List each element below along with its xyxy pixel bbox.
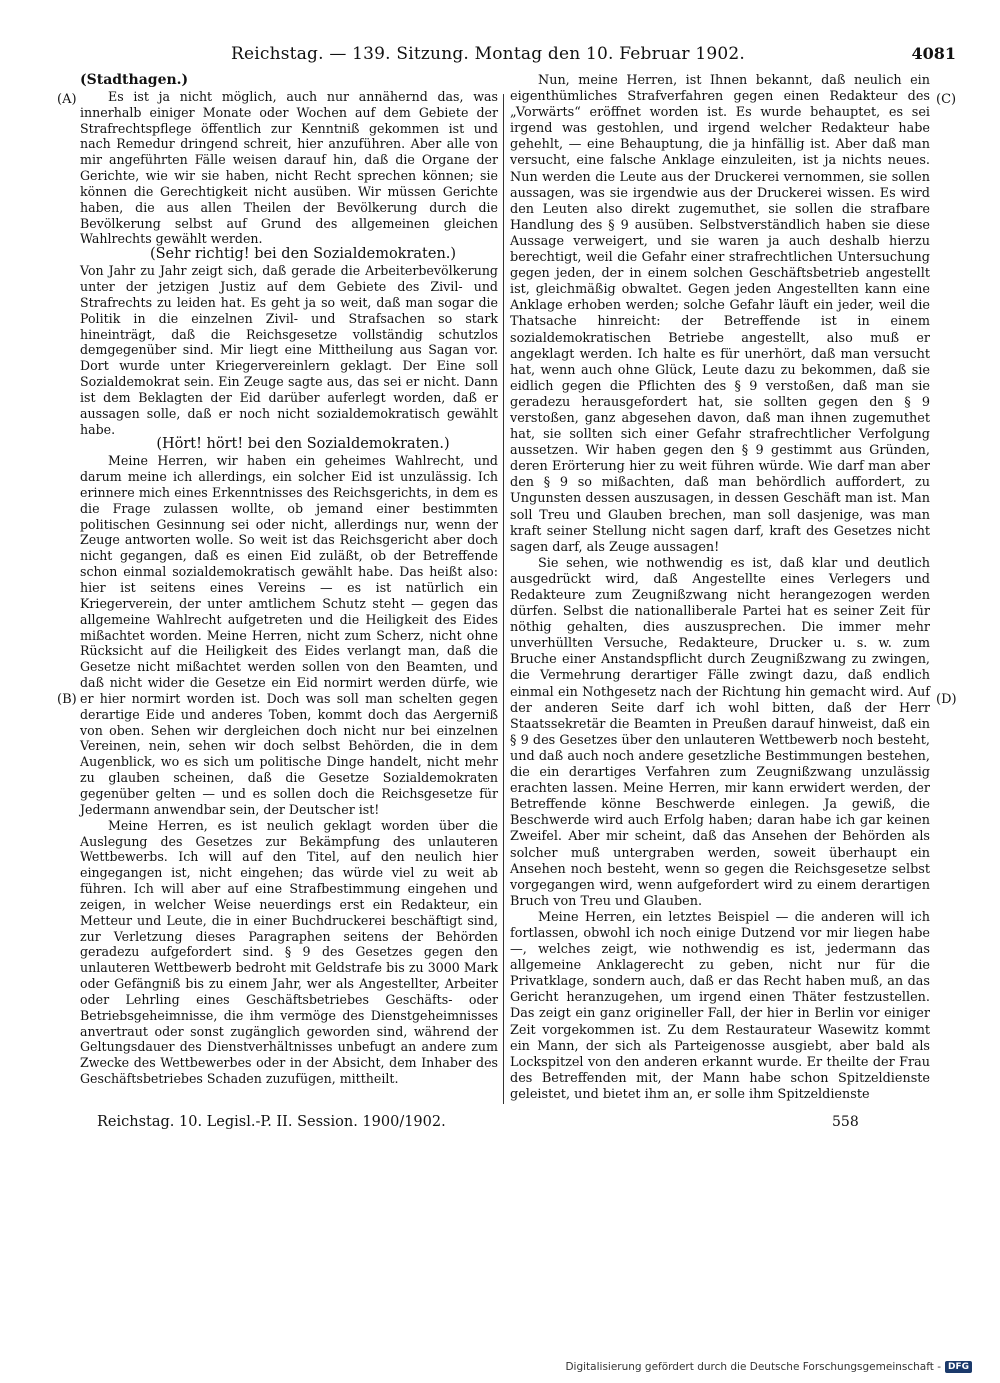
paragraph: Meine Herren, es ist neulich geklagt worden über die Auslegung des Gesetzes zur Bekämpfung des unlauteren Wettbewerbs. Ich will auf den Titel, auf den neulich hier eingegangen ist, nicht eingehen; das würde viel zu weit ab führen. Ich will aber auf eine Strafbestimmung eingehen und zeigen, in welcher Weise neuerdings erst ein Redakteur, ein Metteur und Leute, die in einer Buchdruckerei beschäftigt sind, zur Verletzung dieses Paragraphen seitens der Behörden geradezu aufgefordert sind. § 9 des Gesetzes gegen den unlauteren Wettbewerb bedroht mit Geldstrafe bis zu 3000 Mark oder Gefängniß bis zu einem Jahr, wer als Angestellter, Arbeiter oder Lehrling eines Geschäftsbetriebes Geschäfts- oder Betriebsgeheimnisse, die ihm vermöge des Dienstgeheimnisses anvertraut oder sonst zugänglich geworden sind, während der Geltungsdauer des Dienstverhältnisses unbefugt an andere zum Zwecke des Wettbewerbes oder in der Absicht, dem Inhaber des Geschäftsbetriebes Schaden zuzufügen, mittheilt. — [80, 817, 498, 1087]
paragraph: Nun, meine Herren, ist Ihnen bekannt, daß neulich ein eigenthümliches Strafverfahren gegen einen Redakteur des „Vorwärts“ eröffnet worden ist. Es wurde behauptet, es sei irgend was gestohlen, und irgend welcher Redakteur habe gehehlt, — eine Behauptung, die ja hinfällig ist. Aber daß man versucht, eine falsche Anklage einzuleiten, ist ja nichts neues. Nun werden die Leute aus der Druckerei vernommen, sie sollen aussagen, was sie irgendwie aus der Druckerei wissen. Es wird den Leuten also direkt zugemuthet, sie sollen die strafbare Handlung des § 9 ausüben. Selbstverständlich haben sie diese Aussage verweigert, und sie waren ja auch deshalb hierzu berechtigt, weil die Gefahr einer strafrechtlichen Untersuchung gegen jeden, der in einem solchen Geschäftsbetrieb angestellt ist, gleichmäßig obwaltet. Gegen jeden Angestellten kann eine Anklage erhoben werden; solche Gefahr läuft ein jeder, weil die Thatsache hinreicht: der Betreffende ist in einem sozialdemokratischen Betriebe angestellt, also muß er angeklagt werden. Ich halte es für unerhört, daß man versucht hat, wenn auch ohne Glück, Leute dazu zu bekommen, daß sie eidlich gegen die Pflichten des § 9 verstoßen, daß man sie geradezu herausgefordert hat, sie sollten gegen den § 9 verstoßen, ganz abgesehen davon, daß man ihnen zugemuthet hat, sie sollten sich einer Gefahr strafrechtlicher Verfolgung aussetzen. Wir haben gegen den § 9 gestimmt aus Gründen, deren Erörterung hier zu weit führen würde. Wie darf man aber den § 9 so mißachten, daß man behördlich auffordert, zu Ungunsten dessen auszusagen, in dessen Geschäft man ist. Man soll Treu und Glauben brechen, man soll dasjenige, was man kraft seiner Stellung nicht sagen darf, kraft des Gesetzes nicht sagen darf, als Zeuge aussagen! — [510, 73, 930, 555]
margin-mark-c: (C) — [936, 92, 957, 107]
footer-sheet-number: 558 — [832, 1114, 859, 1130]
paragraph: Meine Herren, wir haben ein geheimes Wahlrecht, und darum meine ich allerdings, ein solcher Eid ist unzulässig. Ich erinnere mich eines Erkenntnisses des Reichsgerichts, in dem es die Frage zulassen wollte, ob jemand einer bestimmten politischen Gesinnung sei oder nicht, allerdings nur, wenn der Zeuge antworten wolle. So weit ist das Reichsgericht aber doch nicht gegangen, daß es einen Eid zuläßt, ob der Betreffende schon einmal sozialdemokratisch gewählt habe. Das heißt also: hier ist seitens eines Vereins — es ist natürlich ein Kriegerverein, der unter amtlichem Schutz steht — gegen das allgemeine Wahlrecht aufgetreten und die Heiligkeit des Eides mißachtet worden. Meine Herren, nicht zum Scherz, nicht ohne Rücksicht auf die Heiligkeit des Eides verlangt man, daß die Gesetze nicht mißachtet werden sollen von den Beamten, und daß nicht wider die Gesetze ein Eid normirt werden dürfe, wie er hier normirt worden ist. Doch was soll man schelten gegen derartige Eide und anderes Toben, kommt doch das Aergerniß von oben. Sehen wir dergleichen doch nicht nur bei einzelnen Vereinen, nein, sehen wir doch selbst Behörden, die in dem Augenblick, wo es sich um politische Dinge handelt, nicht mehr zu glauben scheinen, daß die Gesetze Sozialdemokraten gegenüber gelten — und es sollen doch die Reichsgesetze für Jedermann anwendbar sein, der Deutscher ist! — [80, 453, 498, 817]
margin-mark-a: (A) — [57, 92, 77, 107]
left-column — [80, 73, 498, 1087]
interjection: (Hört! hört! bei den Sozialdemokraten.) — [156, 436, 450, 453]
header-title: Reichstag. — 139. Sitzung. Montag den 10. Februar 1902. — [230, 44, 746, 64]
column-divider — [503, 94, 504, 1104]
paragraph: Sie sehen, wie nothwendig es ist, daß klar und deutlich ausgedrückt wird, daß Angestellte eines Verlegers und Redakteure zum Zeugnißzwang nicht herangezogen werden dürfen. Selbst die nationalliberale Partei hat es seiner Zeit für nöthig gehalten, dies auszusprechen. Die immer mehr unverhüllten Versuche, Redakteure, Drucker u. s. w. zum Bruche einer Anstandspflicht durch Zeugnißzwang zu zwingen, die Vermehrung derartiger Fälle zwingt dazu, daß endlich einmal ein Nothgesetz nach der Richtung hin gemacht wird. Auf der anderen Seite darf ich wohl bitten, daß der Herr Staatssekretär die Beamten in Preußen darauf hinweist, daß ein § 9 des Gesetzes über den unlauteren Wettbewerb noch besteht, und daß auch noch andere gesetzliche Bestimmungen bestehen, die ein derartiges Verfahren zum Zeugnißzwang unzulässig erachten lassen. Meine Herren, mir kann erwidert werden, der Betreffende könne Beschwerde einlegen. Ja gewiß, die Beschwerde wird auch Erfolg haben; daran habe ich gar keinen Zweifel. Aber mir scheint, daß das Ansehen der Behörden als solcher muß untergraben werden, soweit überhaupt ein Ansehen noch besteht, wenn so gegen die Reichsgesetze selbst vorgegangen wird, wenn aufgefordert wird zu einem derartigen Bruch von Treu und Glauben. — [510, 555, 930, 909]
dfg-logo: DFG — [945, 1361, 972, 1373]
margin-mark-d: (D) — [936, 692, 957, 707]
footer-imprint: Reichstag. 10. Legisl.-P. II. Session. 1900/1902. — [97, 1114, 446, 1130]
paragraph: Es ist ja nicht möglich, auch nur annähernd das, was innerhalb einiger Monate oder Wochen auf dem Gebiete der Strafrechtspflege öffentlich zur Kenntniß gekommen ist und nach Remedur dringend schreit, hier anzuführen. Aber alle von mir angeführten Fälle weisen darauf hin, daß die Organe der Gerichte, wie wir sie haben, nicht Recht sprechen können; sie können die Gerechtigkeit nicht ausüben. Wir müssen Gerichte haben, die aus allen Theilen der Bevölkerung durch die Bevölkerung selbst auf Grund des allgemeinen gleichen Wahlrechts gewählt werden. — [80, 88, 498, 247]
right-column — [510, 73, 930, 1103]
paragraph: Von Jahr zu Jahr zeigt sich, daß gerade die Arbeiterbevölkerung unter der jetzigen Justiz auf dem Gebiete des Zivil- und Strafrechts zu leiden hat. Es geht ja so weit, daß man sogar die Politik in die einzelnen Zivil- und Strafsachen so stark hineinträgt, daß die Reichsgesetze vollständig schutzlos demgegenüber sind. Mir liegt eine Mittheilung aus Sagan vor. Dort wurde unter Kriegervereinlern geklagt. Der Eine soll Sozialdemokrat sein. Ein Zeuge sagte aus, das sei er nicht. Dann ist dem Beklagten der Eid darüber auferlegt worden, daß er aussagen solle, daß er noch nicht sozialdemokratisch gewählt habe. — [80, 263, 498, 437]
margin-mark-b: (B) — [57, 692, 77, 707]
digitization-notice — [565, 1361, 972, 1373]
page-number: 4081 — [911, 44, 956, 63]
speaker-name: (Stadthagen.) — [80, 72, 189, 88]
interjection: (Sehr richtig! bei den Sozialdemokraten.) — [149, 246, 457, 263]
page-header — [80, 44, 956, 68]
paragraph: Meine Herren, ein letztes Beispiel — die anderen will ich fortlassen, obwohl ich noch einige Dutzend vor mir liegen habe —, welches zeigt, wie nothwendig es ist, jedermann das allgemeine Anklagerecht zu geben, nicht nur für die Privatklage, sondern auch, daß er das Recht haben muß, an das Gericht heranzugehen, um irgend einen Thäter festzustellen. Das zeigt ein ganz origineller Fall, der hier in Berlin vor einiger Zeit vorgekommen ist. Zu dem Restaurateur Wasewitz kommt ein Mann, der sich als Parteigenosse ausgiebt, aber bald als Lockspitzel von den anderen erkannt wurde. Er theilte der Frau des Betreffenden mit, der Mann habe schon Spitzeldienste geleistet, und bietet ihm an, er solle ihm Spitzeldienste — [510, 909, 930, 1102]
digitization-text: Digitalisierung gefördert durch die Deutsche Forschungsgemeinschaft - — [565, 1361, 941, 1373]
